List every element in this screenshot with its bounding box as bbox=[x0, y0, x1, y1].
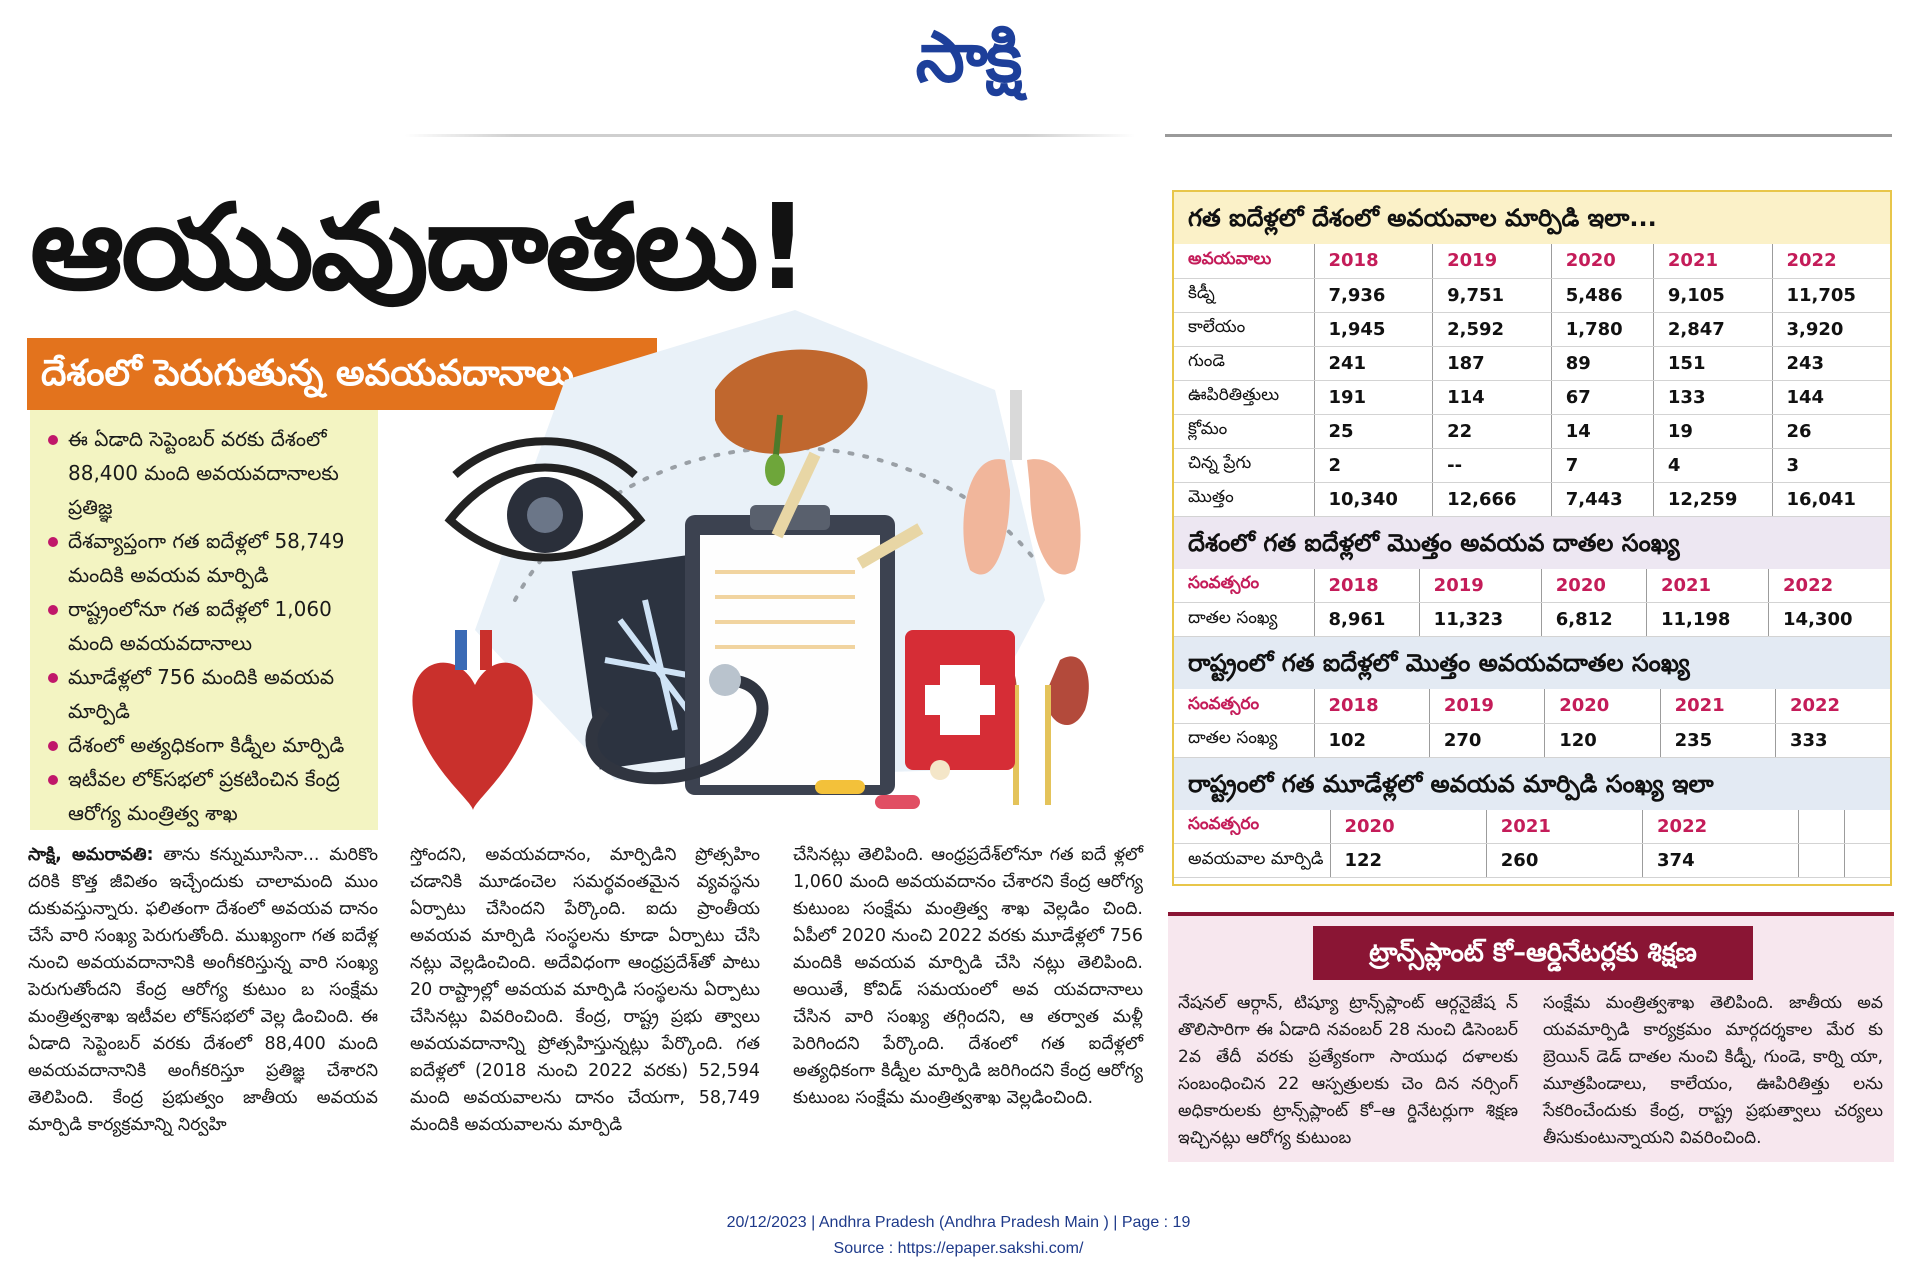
table-cell: మొత్తం bbox=[1174, 482, 1314, 516]
training-banner: ట్రాన్స్‌ప్లాంట్ కో–ఆర్డినేటర్లకు శిక్షణ bbox=[1313, 926, 1753, 980]
article-column-1 bbox=[28, 842, 378, 1142]
national-donors-table bbox=[1174, 569, 1890, 638]
table-cell: 1,945 bbox=[1314, 312, 1433, 346]
table-cell: 12,666 bbox=[1433, 482, 1552, 516]
table-cell: 7,443 bbox=[1551, 482, 1653, 516]
table-cell: గుండె bbox=[1174, 346, 1314, 380]
table-cell: 1,780 bbox=[1551, 312, 1653, 346]
table-row bbox=[1174, 312, 1890, 346]
table-cell: 2020 bbox=[1541, 569, 1646, 603]
table-cell: 374 bbox=[1643, 844, 1799, 878]
table-cell: 2021 bbox=[1486, 810, 1642, 844]
training-column-2: సంక్షేమ మంత్రిత్వశాఖ తెలిపింది. జాతీయ అవ యవమార్పిడి కార్యక్రమం మార్గదర్శకాల మేర కు బ్రెయిన్ డెడ్ దాతల నుంచి కిడ్నీ, గుండె, కార్ని యా, మూత్రపిండాలు, కాలేయం, ఊపిరితిత్తు లను సేకరించేందుకు కేంద్ర, రాష్ట్ర ప్రభుత్వాలు చర్యలు తీసుకుంటున్నాయని వివరించింది. bbox=[1543, 993, 1883, 1148]
table-cell: 2 bbox=[1314, 448, 1433, 482]
table-row bbox=[1174, 723, 1890, 757]
table-cell: 3,920 bbox=[1772, 312, 1890, 346]
table-row bbox=[1174, 844, 1890, 878]
highlight-item: ఈ ఏడాది సెప్టెంబర్ వరకు దేశంలో 88,400 మంది అవయవదానాలకు ప్రతిజ్ఞ bbox=[44, 422, 370, 524]
table-cell: 151 bbox=[1653, 346, 1772, 380]
organ-donation-illustration bbox=[395, 300, 1095, 825]
table-cell: 187 bbox=[1433, 346, 1552, 380]
table-cell: 122 bbox=[1330, 844, 1486, 878]
table-row bbox=[1174, 380, 1890, 414]
table-cell: క్లోమం bbox=[1174, 414, 1314, 448]
table-cell: 5,486 bbox=[1551, 278, 1653, 312]
table-cell: 67 bbox=[1551, 380, 1653, 414]
table-cell: 2021 bbox=[1653, 244, 1772, 278]
table-cell: 102 bbox=[1314, 723, 1429, 757]
table-cell: 14 bbox=[1551, 414, 1653, 448]
table-row bbox=[1174, 346, 1890, 380]
table-header-row bbox=[1174, 569, 1890, 603]
table-cell: అవయవాల మార్పిడి bbox=[1174, 844, 1330, 878]
table-cell: 241 bbox=[1314, 346, 1433, 380]
clipboard-icon bbox=[685, 505, 895, 795]
table-cell: 2019 bbox=[1433, 244, 1552, 278]
table-cell: 2,592 bbox=[1433, 312, 1552, 346]
table-cell: 14,300 bbox=[1769, 603, 1890, 637]
table-cell: 2020 bbox=[1330, 810, 1486, 844]
table-cell: 2022 bbox=[1775, 689, 1890, 723]
table-cell: 144 bbox=[1772, 380, 1890, 414]
table1-title: గత ఐదేళ్లలో దేశంలో అవయవాల మార్పిడి ఇలా... bbox=[1174, 192, 1890, 244]
highlights-box bbox=[30, 410, 378, 830]
table-cell: 11,198 bbox=[1646, 603, 1768, 637]
table-cell: 19 bbox=[1653, 414, 1772, 448]
table-cell: 2020 bbox=[1551, 244, 1653, 278]
table-cell: 6,812 bbox=[1541, 603, 1646, 637]
table-cell bbox=[1845, 844, 1890, 878]
table-cell: చిన్న ప్రేగు bbox=[1174, 448, 1314, 482]
table-header-row bbox=[1174, 689, 1890, 723]
table-cell: 11,705 bbox=[1772, 278, 1890, 312]
table-cell: 4 bbox=[1653, 448, 1772, 482]
table-cell: 2020 bbox=[1545, 689, 1660, 723]
table-cell: 2018 bbox=[1314, 689, 1429, 723]
table-cell: దాతల సంఖ్య bbox=[1174, 603, 1314, 637]
state-transplants-table bbox=[1174, 810, 1890, 879]
article-dateline: సాక్షి, అమరావతి: bbox=[28, 845, 154, 865]
table-cell: 2021 bbox=[1660, 689, 1775, 723]
table-cell: సంవత్సరం bbox=[1174, 810, 1330, 844]
table-cell: 270 bbox=[1429, 723, 1544, 757]
table-row bbox=[1174, 482, 1890, 516]
sub-banner: దేశంలో పెరుగుతున్న అవయవదానాలు bbox=[27, 338, 657, 410]
table-cell: 120 bbox=[1545, 723, 1660, 757]
table-cell: 22 bbox=[1433, 414, 1552, 448]
table-row bbox=[1174, 448, 1890, 482]
table-cell: 10,340 bbox=[1314, 482, 1433, 516]
footer-source-link[interactable]: Source : https://epaper.sakshi.com/ bbox=[833, 1240, 1084, 1257]
highlight-item: రాష్ట్రంలోనూ గత ఐదేళ్లలో 1,060 మంది అవయవదానాలు bbox=[44, 592, 370, 660]
table-cell bbox=[1799, 810, 1845, 844]
table-cell: కాలేయం bbox=[1174, 312, 1314, 346]
table-cell: 333 bbox=[1775, 723, 1890, 757]
training-column-1: నేషనల్ ఆర్గాన్, టిష్యూ ట్రాన్స్‌ప్లాంట్ ఆర్గనైజేష న్ తొలిసారిగా ఈ ఏడాది నవంబర్ 28 నుంచి డిసెంబర్ 2వ తేదీ వరకు ప్రత్యేకంగా సాయుధ దళాలకు సంబంధించిన 22 ఆస్పత్రులకు చెం దిన నర్సింగ్ అధికారులకు ట్రాన్స్‌ప్లాంట్ కో–ఆ ర్డినేటర్లుగా శిక్షణ ఇచ్చినట్లు ఆరోగ్య కుటుంబ bbox=[1178, 993, 1518, 1148]
table-cell: 16,041 bbox=[1772, 482, 1890, 516]
article-text: తాను కన్నుమూసినా... మరికొం దరికి కొత్త జీవితం ఇచ్చేందుకు చాలామంది ముం దుకువస్తున్నారు. ఫలితంగా దేశంలో అవయవ దానం చేసే వారి సంఖ్య పెరుగుతోంది. ముఖ్యంగా గత ఐదేళ్ల నుంచి అవయవదానానికి అంగీకరిస్తున్న వారి సంఖ్య పెరుగుతోందని కేంద్ర ఆరోగ్య కుటుం బ సంక్షేమ మంత్రిత్వశాఖ ఇటీవల లోక్‌సభలో వెల్ల డించింది. ఈ ఏడాది సెప్టెంబర్ వరకు దేశంలో 88,400 మంది అవయవదానానికి అంగీకరిస్తూ ప్రతిజ్ఞ చేశారని తెలిపింది. కేంద్ర ప్రభుత్వం జాతీయ అవయవ మార్పిడి కార్యక్రమాన్ని నిర్వహి bbox=[28, 845, 378, 1135]
header-rule-right bbox=[1165, 134, 1892, 137]
headline: ఆయువుదాతలు! bbox=[30, 178, 807, 316]
highlight-item: దేశంలో అత్యధికంగా కిడ్నీల మార్పిడి bbox=[44, 728, 370, 762]
table-header-row bbox=[1174, 810, 1890, 844]
table-cell: 2,847 bbox=[1653, 312, 1772, 346]
footer-date-line: 20/12/2023 | Andhra Pradesh (Andhra Pradesh Main ) | Page : 19 bbox=[726, 1214, 1191, 1231]
table-cell: 133 bbox=[1653, 380, 1772, 414]
state-donors-table bbox=[1174, 689, 1890, 758]
highlight-item: ఇటీవల లోక్‌సభలో ప్రకటించిన కేంద్ర ఆరోగ్య మంత్రిత్వ శాఖ bbox=[44, 762, 370, 830]
highlight-item: మూడేళ్లలో 756 మందికి అవయవ మార్పిడి bbox=[44, 660, 370, 728]
table-cell: 26 bbox=[1772, 414, 1890, 448]
table-cell: 114 bbox=[1433, 380, 1552, 414]
table-cell: 2018 bbox=[1314, 569, 1419, 603]
table-cell bbox=[1799, 844, 1845, 878]
highlight-item: దేశవ్యాప్తంగా గత ఐదేళ్లలో 58,749 మందికి అవయవ మార్పిడి bbox=[44, 524, 370, 592]
table-cell: కిడ్నీ bbox=[1174, 278, 1314, 312]
organ-transplant-table bbox=[1174, 244, 1890, 517]
table-cell: 191 bbox=[1314, 380, 1433, 414]
table-cell: సంవత్సరం bbox=[1174, 569, 1314, 603]
table2-title: దేశంలో గత ఐదేళ్లలో మొత్తం అవయవ దాతల సంఖ్య bbox=[1174, 517, 1890, 569]
table-cell: 9,105 bbox=[1653, 278, 1772, 312]
table-cell: 2022 bbox=[1643, 810, 1799, 844]
table-cell: 7 bbox=[1551, 448, 1653, 482]
table-cell: 7,936 bbox=[1314, 278, 1433, 312]
table-cell: 2019 bbox=[1429, 689, 1544, 723]
table-cell: 2019 bbox=[1419, 569, 1541, 603]
table-cell: 2022 bbox=[1772, 244, 1890, 278]
table-row bbox=[1174, 414, 1890, 448]
article-column-2: స్తోందని, అవయవదానం, మార్పిడిని ప్రోత్సహిం చడానికి మూడంచెల సమర్థవంతమైన వ్యవస్థను ఏర్పాటు చేసిందని పేర్కొంది. ఐదు ప్రాంతీయ అవయవ మార్పిడి సంస్థలను కూడా ఏర్పాటు చేసి నట్లు వెల్లడించింది. అదేవిధంగా ఆంధ్రప్రదేశ్‌తో పాటు 20 రాష్ట్రాల్లో అవయవ మార్పిడి సంస్థలను ఏర్పాటు చేసినట్లు వివరించింది. కేంద్ర, రాష్ట్ర ప్రభు త్వాలు అవయవదానాన్ని ప్రోత్సహిస్తున్నట్లు పేర్కొంది. గత ఐదేళ్లలో (2018 నుంచి 2022 వరకు) 52,594 మంది అవయవాలను దానం చేయగా, 58,749 మందికి అవయవాలను మార్పిడి bbox=[410, 845, 760, 1135]
table-cell: 3 bbox=[1772, 448, 1890, 482]
table-cell: 9,751 bbox=[1433, 278, 1552, 312]
table-cell: 235 bbox=[1660, 723, 1775, 757]
table-cell: 2021 bbox=[1646, 569, 1768, 603]
sakshi-logo: సాక్షి bbox=[915, 16, 1021, 98]
table-cell: ఊపిరితిత్తులు bbox=[1174, 380, 1314, 414]
page-footer bbox=[0, 1210, 1917, 1262]
statistics-table-box bbox=[1172, 190, 1892, 886]
table-header-row bbox=[1174, 244, 1890, 278]
table-cell: 8,961 bbox=[1314, 603, 1419, 637]
table-cell: 25 bbox=[1314, 414, 1433, 448]
table-cell: 260 bbox=[1486, 844, 1642, 878]
table-cell: 2022 bbox=[1769, 569, 1890, 603]
training-box bbox=[1168, 912, 1894, 1162]
table-row bbox=[1174, 603, 1890, 637]
header-rule-left bbox=[405, 134, 1135, 137]
first-aid-kit-icon bbox=[905, 630, 1015, 770]
table3-title: రాష్ట్రంలో గత ఐదేళ్లలో మొత్తం అవయవదాతల సంఖ్య bbox=[1174, 637, 1890, 689]
table-cell: 2018 bbox=[1314, 244, 1433, 278]
table-cell: 11,323 bbox=[1419, 603, 1541, 637]
table-cell: సంవత్సరం bbox=[1174, 689, 1314, 723]
table-cell: -- bbox=[1433, 448, 1552, 482]
table-cell bbox=[1845, 810, 1890, 844]
article-column-3: చేసినట్లు తెలిపింది. ఆంధ్రప్రదేశ్‌లోనూ గత ఐదే ళ్లలో 1,060 మంది అవయవదానం చేశారని కేంద్ర ఆరోగ్య కుటుంబ సంక్షేమ మంత్రిత్వ శాఖ వెల్లడిం చింది. ఏపీలో 2020 నుంచి 2022 వరకు మూడేళ్లలో 756 మందికి అవయవ మార్పిడి చేసి నట్లు తెలిపింది. అయితే, కోవిడ్ సమయంలో అవ యవదానాలు చేసిన వారి సంఖ్య తగ్గిందని, ఆ తర్వాత మళ్లీ పెరిగిందని పేర్కొంది. దేశంలో గత ఐదేళ్లలో అత్యధికంగా కిడ్నీల మార్పిడి జరిగిందని కేంద్ర ఆరోగ్య కుటుంబ సంక్షేమ మంత్రిత్వశాఖ వెల్లడించింది. bbox=[793, 845, 1143, 1108]
table-cell: 89 bbox=[1551, 346, 1653, 380]
table4-title: రాష్ట్రంలో గత మూడేళ్లలో అవయవ మార్పిడి సంఖ్య ఇలా bbox=[1174, 758, 1890, 810]
table-cell: అవయవాలు bbox=[1174, 244, 1314, 278]
table-cell: 243 bbox=[1772, 346, 1890, 380]
table-row bbox=[1174, 278, 1890, 312]
table-cell: దాతల సంఖ్య bbox=[1174, 723, 1314, 757]
table-cell: 12,259 bbox=[1653, 482, 1772, 516]
